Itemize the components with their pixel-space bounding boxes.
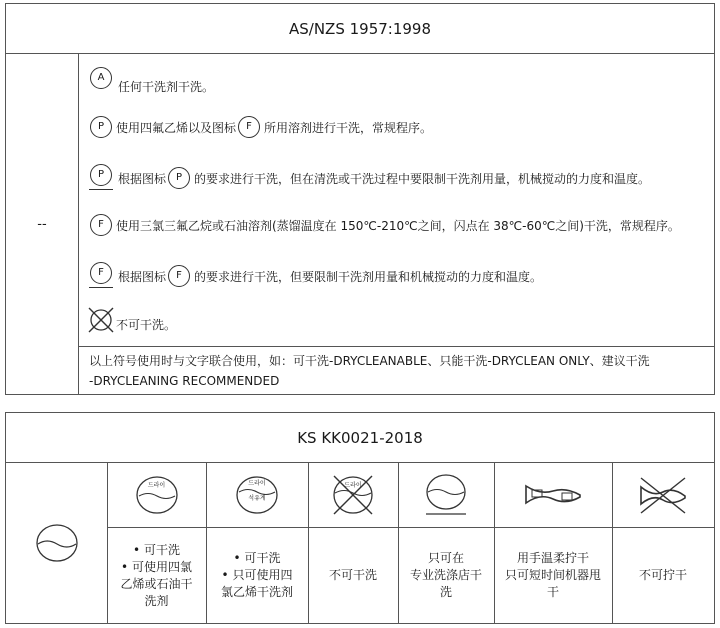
row-text: 根据图标 [118,269,167,284]
symbol-a-icon: A [90,67,112,89]
row-text: 使用四氟乙烯以及图标 [116,120,237,135]
note-cell [79,346,714,394]
desc-cell-5: 用手温柔拧干 只可短时间机器甩 干 [504,551,601,599]
desc-cell-3: 不可干洗 [328,568,377,582]
symbol-p-underlined-icon: P [90,164,112,192]
row-f [90,214,680,236]
row-f-underlined [90,262,542,290]
row-text: 的要求进行干洗，但要限制干洗剂用量和机械搅动的力度和温度。 [194,269,543,284]
row-text: 任何干洗剂干洗。 [118,80,215,94]
symbol-f-icon: F [238,116,260,138]
left-column [6,54,79,394]
symbol-p-icon: P [168,167,190,189]
do-not-dryclean-icon: 드라이 [308,463,398,527]
left-label: -- [37,216,47,232]
symbol-p-icon: P [90,116,112,138]
desc-cell-4: 只可在 专业洗涤店干 洗 [409,551,482,599]
note-line-1: 以上符号使用时与文字联合使用，如：可干洗-DRYCLEANABLE、只能干洗-DRYCLEAN ONLY、建议干洗 [89,354,650,368]
note-line-2: -DRYCLEANING RECOMMENDED [89,374,280,388]
row-no-dryclean [88,306,176,333]
symbol-f-icon: F [168,265,190,287]
table-title-text: AS/NZS 1957:1998 [288,19,432,38]
desc-cell-1: • 可干洗 • 可使用四氯 乙烯或石油干 洗剂 [120,542,193,608]
row-p [90,116,432,138]
as-nzs-table [5,3,715,395]
row-a [90,66,214,95]
symbol-f-icon: F [90,214,112,236]
row-text: 所用溶剂进行干洗，常规程序。 [264,120,433,135]
row-text: 的要求进行干洗，但在清洗或干洗过程中要限制干洗剂用量，机械搅动的力度和温度。 [194,171,651,186]
table-title [6,4,714,54]
professional-dryclean-icon [398,463,494,527]
desc-cell-6: 不可拧干 [638,568,687,582]
do-not-wring-icon [612,463,714,527]
dryclean-solvent-icon: 드라이 [107,463,206,527]
row-text: 根据图标 [118,171,167,186]
gentle-wring-icon [494,463,612,527]
desc-cell-2: • 可干洗 • 只可使用四 氯乙烯干洗剂 [220,551,293,599]
row-p-underlined [90,164,650,192]
symbol-f-underlined-icon: F [90,262,112,290]
table-title-text: KS KK0021-2018 [297,428,423,447]
dryclean-general-icon [6,463,107,623]
dryclean-petroleum-icon: 드라이 석유계 [206,463,308,527]
do-not-dryclean-icon [88,307,114,333]
ks-table [5,412,715,624]
row-text: 不可干洗。 [116,318,177,332]
row-text: 使用三氯三氟乙烷或石油溶剂(蒸馏温度在 150℃-210℃之间，闪点在 38℃-60℃之间)干洗，常规程序。 [116,218,680,233]
table-title [6,413,714,463]
